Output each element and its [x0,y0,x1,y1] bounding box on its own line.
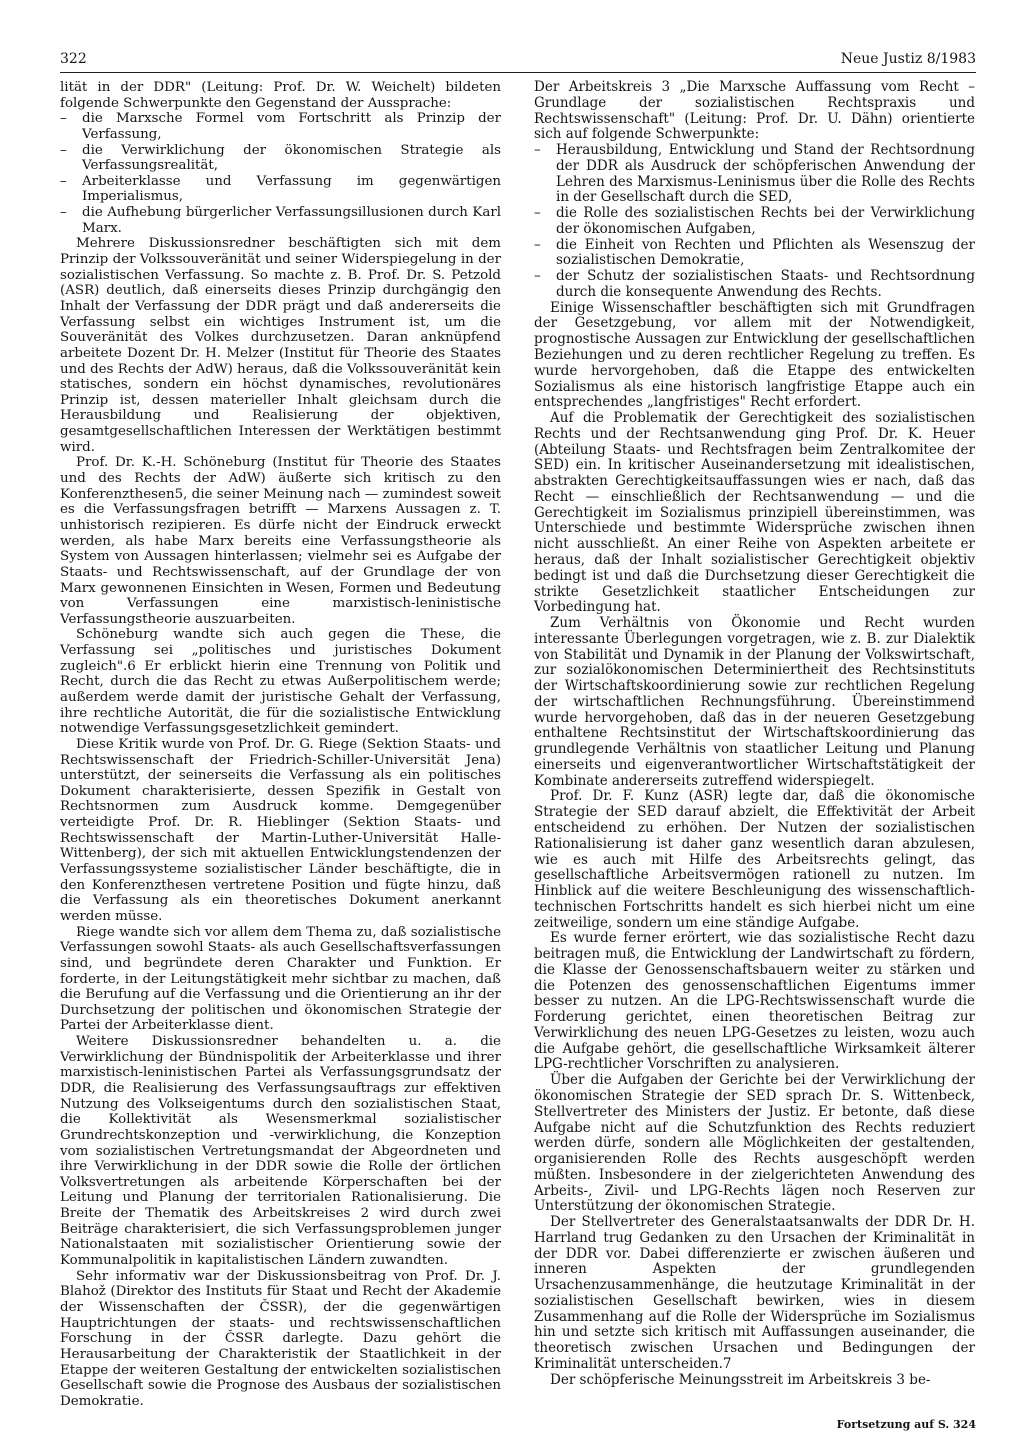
paragraph: Weitere Diskussionsredner behandelten u. a. die Verwirklichung der Bündnispolitik der Arbeiterklasse und ihrer marxistisch-leninistischen Partei als Verfassungsgrundsatz der DDR, die Realisierung des Verfassungsauftrags zur effektiven Nutzung des Volkseigentums durch den sozialistischen Staat, die Kollektivität als Wesensmerkmal sozialistischer Grundrechtskonzeption und -verwirklichung, die Konzeption vom sozialistischen Vertretungsmandat der Abgeordneten und ihre Verwirklichung in der DDR sowie die Rolle der örtlichen Volksvertretungen als arbeitende Körperschaften bei der Leitung und Planung der territorialen Rationalisierung. Die Breite der Thematik des Arbeitskreises 2 wird durch zwei Beiträge charakterisiert, die sich Verfassungsproblemen junger Nationalstaaten mit sozialistischer Orientierung sowie der Kommunalpolitik in kapitalistischen Ländern zuwandten. [60,1034,501,1269]
paragraph: Sehr informativ war der Diskussionsbeitrag von Prof. Dr. J. Blahož (Direktor des Instituts für Staat und Recht der Akademie der Wissenschaften der ČSSR), der die gegenwärtigen Hauptrichtungen der staats- und rechtswissenschaftlichen Forschung in der ČSSR darlegte. Dazu gehört die Herausarbeitung der Charakteristik der Staatlichkeit in der Etappe der weiteren Gestaltung der entwickelten sozialistischen Gesellschaft sowie die Prognose des Ausbaus der sozialistischen Demokratie. [60,1268,501,1409]
paragraph: Auf die Problematik der Gerechtigkeit des sozialistischen Rechts und der Rechtsanwendung ging Prof. Dr. K. Heuer (Abteilung Staats- und Rechtsfragen beim Zentralkomitee der SED) ein. In kritischer Auseinandersetzung mit idealistischen, abstrakten Gerechtigkeitsauffassungen wies er nach, daß das Recht — einschließlich der Rechtsanwendung — und die Gerechtigkeit im Sozialismus prinzipiell übereinstimmen, was Unterschiede und bestimmte Widersprüche zwischen ihnen nicht ausschließt. An einer Reihe von Aspekten arbeitete er heraus, daß der Inhalt sozialistischer Gerechtigkeit objektiv bedingt ist und daß die Durchsetzung dieser Gerechtigkeit die strikte Gesetzlichkeit staatlicher Entscheidungen zur Vorbedingung hat. [534,410,975,616]
paragraph: Der schöpferische Meinungsstreit im Arbeitskreis 3 be- [550,1371,931,1388]
right-column [534,80,975,1389]
left-intro: lität in der DDR" (Leitung: Prof. Dr. W. Weichelt) bildeten folgende Schwerpunkte den Gegenstand der Aussprache: [60,80,501,111]
journal-issue: Neue Justiz 8/1983 [840,51,976,68]
paragraph: Einige Wissenschaftler beschäftigten sich mit Grundfragen der Gesetzgebung, vor allem mit der Notwendigkeit, prognostische Aussagen zur Entwicklung der gesellschaftlichen Beziehungen und zu deren rechtlicher Regelung zu treffen. Es wurde hervorgehoben, daß die Etappe des entwickelten Sozialismus als eine historisch langfristige Etappe auch ein entsprechendes „langfristiges" Recht erfordert. [534,299,975,411]
left-column [60,80,501,1409]
continuation-note: Fortsetzung auf S. 324 [836,1418,976,1431]
list-item: – die Marxsche Formel vom Fortschritt als Prinzip der Verfassung, [60,111,501,142]
paragraph: Mehrere Diskussionsredner beschäftigten sich mit dem Prinzip der Volkssouveränität und seiner Widerspiegelung in der sozialistischen Verfassung. So machte z. B. Prof. Dr. S. Petzold (ASR) deutlich, daß einerseits dieses Prinzip durchgängig den Inhalt der Verfassung der DDR prägt und daß andererseits die Verfassung selbst ein wichtiges Instrument ist, um die Souveränität des Volkes durchzusetzen. Daran anknüpfend arbeitete Dozent Dr. H. Melzer (Institut für Theorie des Staates und des Rechts der AdW) heraus, daß die Volkssouveränität kein statisches, sondern ein höchst dynamisches, revolutionäres Prinzip ist, dessen materieller Inhalt gleichsam durch die Herausbildung und Realisierung der objektiven, gesamtgesellschaftlichen Interessen der Werktätigen bestimmt wird. [60,236,501,455]
right-intro: Der Arbeitskreis 3 „Die Marxsche Auffassung vom Recht – Grundlage der sozialistischen Rechtspraxis und Rechtswissenschaft" (Leitung: Prof. Dr. U. Dähn) orientierte sich auf folgende Schwerpunkte: [534,79,975,143]
page-number: 322 [60,51,87,68]
paragraph: Zum Verhältnis von Ökonomie und Recht wurden interessante Überlegungen vorgetragen, wie z. B. zur Dialektik von Stabilität und Dynamik in der Planung der Volkswirtschaft, zur sozialökonomischen Determiniertheit des Rechtsinstituts der Wirtschaftskoordinierung sowie zur rechtlichen Regelung der wirtschaftlichen Rechnungsführung. Übereinstimmend wurde hervorgehoben, daß das in der neueren Gesetzgebung enthaltene Rechtsinstitut der Wirtschaftskoordinierung das grundlegende Verhältnis von staatlicher Leitung und Planung einerseits und eigenverantwortlicher Wirtschaftstätigkeit der Kombinate andererseits zutreffend widerspiegelt. [534,615,975,789]
paragraph: Der Stellvertreter des Generalstaatsanwalts der DDR Dr. H. Harrland trug Gedanken zu den Ursachen der Kriminalität in der DDR vor. Dabei differenzierte er zwischen äußeren und inneren Aspekten der grundlegenden Ursachenzusammenhänge, die heutzutage Kriminalität in der sozialistischen Gesellschaft bewirken, wies in diesem Zusammenhang auf die Rolle der Widersprüche im Sozialismus hin und setzte sich kritisch mit Auffassungen auseinander, die theoretisch zwischen Ursachen und Bedingungen der Kriminalität unterscheiden.7 [534,1214,975,1373]
paragraph: Es wurde ferner erörtert, wie das sozialistische Recht dazu beitragen muß, die Entwicklung der Landwirtschaft zu fördern, die Klasse der Genossenschaftsbauern weiter zu stärken und die Potenzen des genossenschaftlichen Eigentums immer besser zu nutzen. An die LPG-Rechtswissenschaft wurde die Forderung gerichtet, einen theoretischen Beitrag zur Verwirklichung des neuen LPG-Gesetzes zu leisten, wozu auch die Aufgabe gehört, die gesellschaftliche Wirksamkeit älterer LPG-rechtlicher Vorschriften zu analysieren. [534,930,975,1073]
paragraph: Diese Kritik wurde von Prof. Dr. G. Riege (Sektion Staats- und Rechtswissenschaft der Friedrich-Schiller-Universität Jena) unterstützt, der seinerseits die Verfassung als ein politisches Dokument charakterisierte, dessen Spezifik in Gestalt von Rechtsnormen zum Ausdruck komme. Demgegenüber verteidigte Prof. Dr. R. Hieblinger (Sektion Staats- und Rechtswissenschaft der Martin-Luther-Universität Halle-Wittenberg), der sich mit aktuellen Entwicklungstendenzen der Verfassungssysteme sozialistischer Länder beschäftigte, die in den Konferenzthesen vertretene Position und fügte hinzu, daß die Verfassung als ein theoretisches Dokument anerkannt werden müsse. [60,736,501,924]
paragraph: Schöneburg wandte sich auch gegen die These, die Verfassung sei „politisches und juristisches Dokument zugleich".6 Er erblickt hierin eine Trennung von Politik und Recht, durch die das Recht zu etwas Außerpolitischem werde; außerdem werde damit der juristische Gehalt der Verfassung, ihre rechtliche Autorität, die für die sozialistische Entwicklung notwendige Verfassungsgesetzlichkeit gemindert. [60,627,501,737]
right-topic-list [534,143,975,301]
list-item: – die Verwirklichung der ökonomischen Strategie als Verfassungsrealität, [60,143,501,174]
list-item: – Herausbildung, Entwicklung und Stand der Rechtsordnung der DDR als Ausdruck der schöpferischen Anwendung der Lehren des Marxismus-Leninismus über die Rolle des Rechts in der Gesellschaft durch die SED, [534,143,975,206]
list-item: – die Einheit von Rechten und Pflichten als Wesenszug der sozialistischen Demokratie, [534,238,975,270]
list-item: – die Rolle des sozialistischen Rechts bei der Verwirklichung der ökonomischen Aufgaben, [534,206,975,238]
paragraph: Prof. Dr. F. Kunz (ASR) legte dar, daß die ökonomische Strategie der SED darauf abzielt, die Effektivität der Arbeit entscheidend zu erhöhen. Der Nutzen der sozialistischen Rationalisierung ist daher ganz wesentlich daran abzulesen, wie es auch mit Hilfe des Arbeitsrechts gelingt, das gesellschaftliche Arbeitsvermögen rationell zu nutzen. Im Hinblick auf die weitere Beschleunigung des wissenschaftlich-technischen Fortschritts handelt es sich hierbei nicht um eine zeitweilige, sondern um eine ständige Aufgabe. [534,788,975,931]
paragraph: Prof. Dr. K.-H. Schöneburg (Institut für Theorie des Staates und des Rechts der AdW) äußerte sich kritisch zu den Konferenzthesen5, die seiner Meinung nach — zumindest soweit es die Verfassungsfragen betrifft — Marxens Aussagen z. T. unhistorisch rezipieren. Es dürfe nicht der Eindruck erweckt werden, als habe Marx bereits eine Verfassungstheorie als System von Aussagen hinterlassen; vielmehr sei es Aufgabe der Staats- und Rechtswissenschaft, auf der Grundlage der von Marx gewonnenen Einsichten in Wesen, Formen und Bedeutung von Verfassungen eine marxistisch-leninistische Verfassungstheorie auszuarbeiten. [60,455,501,627]
paragraph: Über die Aufgaben der Gerichte bei der Verwirklichung der ökonomischen Strategie der SED sprach Dr. S. Wittenbeck, Stellvertreter des Ministers der Justiz. Er betonte, daß diese Aufgabe nicht auf die Schutzfunktion des Rechts reduziert werden dürfe, sondern alle Möglichkeiten der gestaltenden, organisierenden Rolle des Rechts ausgeschöpft werden müßten. Insbesondere in der zielgerichteten Anwendung des Arbeits-, Zivil- und LPG-Rechts lägen noch Reserven zur Unterstützung der ökonomischen Strategie. [534,1072,975,1215]
left-topic-list [60,111,501,236]
page-header [60,48,976,73]
list-item: – der Schutz der sozialistischen Staats- und Rechtsordnung durch die konsequente Anwendung des Rechts. [534,269,975,301]
list-item: – Arbeiterklasse und Verfassung im gegenwärtigen Imperialismus, [60,174,501,205]
list-item: – die Aufhebung bürgerlicher Verfassungsillusionen durch Karl Marx. [60,205,501,236]
paragraph: Riege wandte sich vor allem dem Thema zu, daß sozialistische Verfassungen sowohl Staats- als auch Gesellschaftsverfassungen sind, und begründete deren Charakter und Funktion. Er forderte, in der Leitungstätigkeit mehr sichtbar zu machen, daß die Berufung auf die Verfassung und die Orientierung an ihr der Durchsetzung der politischen und ökonomischen Strategie der Partei der Arbeiterklasse dient. [60,924,501,1034]
